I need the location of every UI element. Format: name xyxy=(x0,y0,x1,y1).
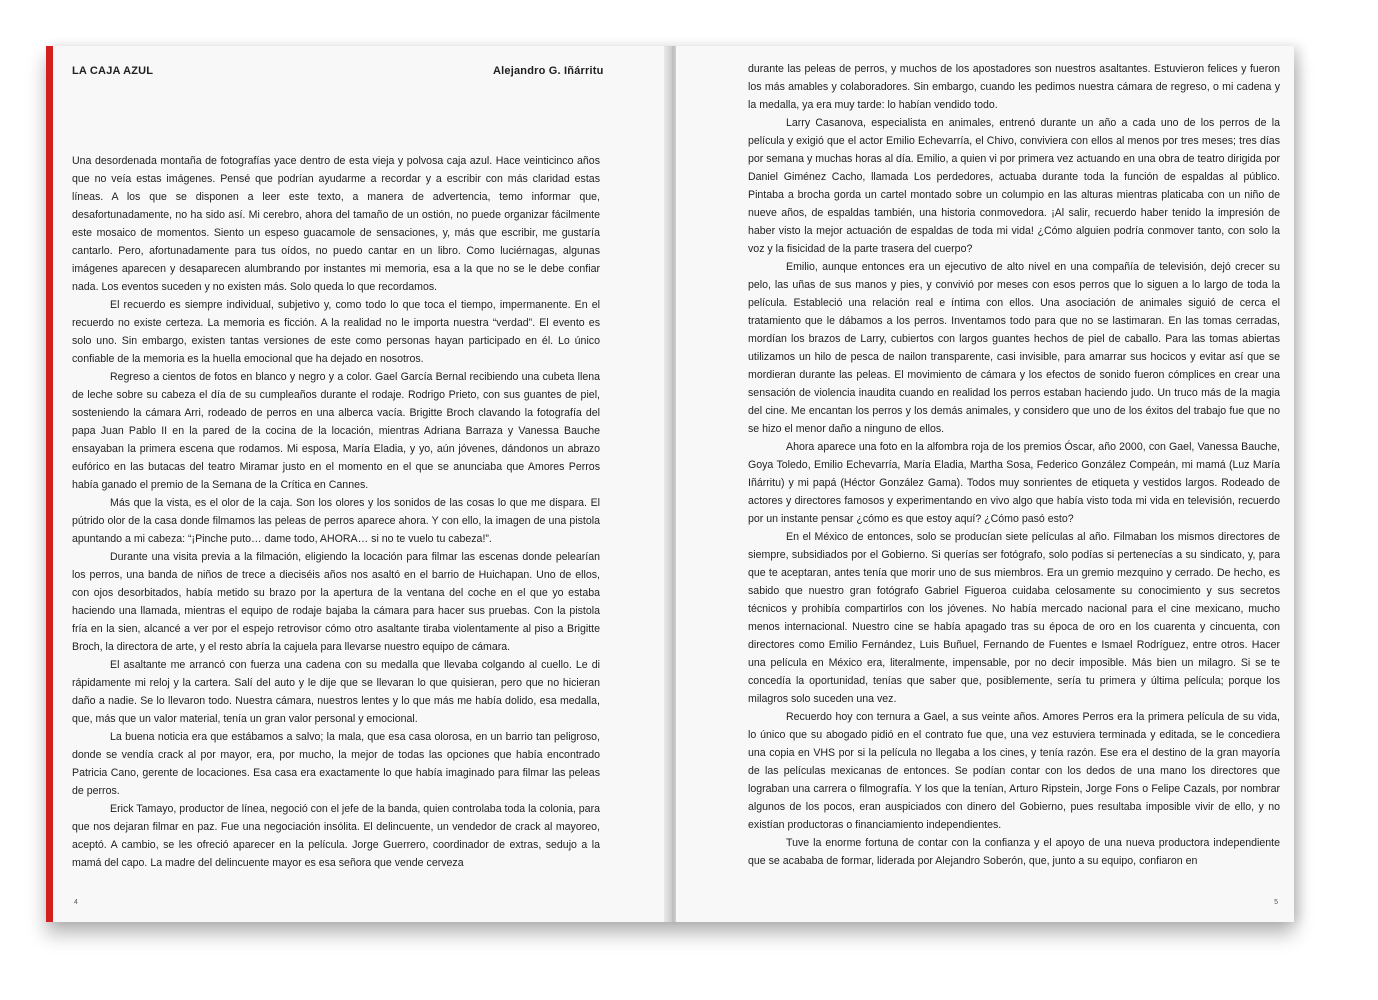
right-page-text xyxy=(748,60,1280,870)
paragraph: Ahora aparece una foto en la alfombra roja de los premios Óscar, año 2000, con Gael, Vanessa Bauche, Goya Toledo, Emilio Echevarría, María Eladia, Martha Sosa, Federico González Compeán, mi mamá (Luz María Iñárritu) y mi papá (Héctor González Gama). Todos muy sonrientes de etiqueta y vestidos largos. Rodeado de actores y directores famosos y experimentando en vivo algo que había visto toda mi vida en televisión, recuerdo por un instante pensar ¿cómo es que estoy aquí? ¿Cómo pasó esto? xyxy=(748,441,1280,525)
paragraph: Larry Casanova, especialista en animales, entrenó durante un año a cada uno de los perros de la película y exigió que el actor Emilio Echevarría, el Chivo, conviviera con ellos al menos por tres meses; tres días por semana y muchas horas al día. Emilio, a quien vi por primera vez actuando en una obra de teatro dirigida por Daniel Giménez Cacho, llamada Los perdedores, actuaba durante toda la función de espaldas al público. Pintaba a brocha gorda un cartel montado sobre un columpio en las alturas mientras platicaba con un niño de nueve años, de espaldas también, una historia conmovedora. ¡Al salir, recuerdo haber tenido la impresión de haber visto la mejor actuación de espaldas de toda mi vida! ¿Cómo alguien podría conmover tanto, con solo la voz y la fisicidad de la parte trasera del cuerpo? xyxy=(748,117,1280,255)
running-head-author: Alejandro G. Iñárritu xyxy=(493,65,604,77)
paragraph: Erick Tamayo, productor de línea, negoció con el jefe de la banda, quien controlaba toda la colonia, para que nos dejaran filmar en paz. Fue una negociación insólita. El delincuente, un vendedor de crack al mayoreo, aceptó. A cambio, se les ofreció aparecer en la película. Jorge Guerrero, coordinador de extras, sedujo a la mamá del capo. La madre del delincuente mayor es esa señora que vende cerveza xyxy=(72,803,600,869)
left-page xyxy=(46,46,670,922)
paragraph: Una desordenada montaña de fotografías yace dentro de esta vieja y polvosa caja azul. Hace veinticinco años que no veía estas imágenes. Pensé que podrían ayudarme a recordar y a escribir con más claridad estas líneas. A los que se disponen a leer este texto, a manera de advertencia, temo informar que, desafortunadamente, no ha sido así. Mi cerebro, ahora del tamaño de un ostión, no puede organizar fácilmente este mosaico de momentos. Siento un espeso guacamole de sensaciones, y, más que escribir, me gustaría cantarlo. Pero, afortunadamente para tus oídos, no puedo cantar en un libro. Como luciérnagas, algunas imágenes aparecen y desaparecen alumbrando por instantes mi memoria, esa a la que no se le debe confiar nada. Los eventos suceden y no existen más. Solo queda lo que recordamos. xyxy=(72,155,600,293)
red-page-edge xyxy=(46,46,53,922)
paragraph: durante las peleas de perros, y muchos de los apostadores son nuestros asaltantes. Estuvieron felices y fueron los más amables y colaboradores. Sin embargo, cuando les pedimos nuestra cámara de regreso, o mi cadena y la medalla, ya era muy tarde: lo habían vendido todo. xyxy=(748,63,1280,111)
right-page xyxy=(676,46,1294,922)
paragraph: Durante una visita previa a la filmación, eligiendo la locación para filmar las escenas donde pelearían los perros, una banda de niños de trece a dieciséis años nos asaltó en el barrio de Huichapan. Uno de ellos, con ojos desorbitados, había metido su brazo por la apertura de la ventana del coche en el que yo estaba haciendo una llamada, mientras el equipo de rodaje bajaba la cámara para hacer sus pruebas. Con la pistola fría en la sien, alcancé a ver por el espejo retrovisor cómo otro asaltante tiraba violentamente al piso a Brigitte Broch, la directora de arte, y el resto abría la cajuela para llevarse nuestro equipo de cámara. xyxy=(72,551,600,653)
paragraph: Emilio, aunque entonces era un ejecutivo de alto nivel en una compañía de televisión, dejó crecer su pelo, las uñas de sus manos y pies, y convivió por meses con esos perros que lo siguen a lo largo de toda la película. Estableció una relación real e íntima con ellos. Una asociación de animales siguió de cerca el tratamiento que le dábamos a los perros. Inventamos todo para que no se lastimaran. En las tomas cerradas, mordían los brazos de Larry, cubiertos con largos guantes hechos de piel de caballo. Para las tomas abiertas utilizamos un hilo de pesca de nailon transparente, casi invisible, para amarrar sus hocicos y evitar así que se mordieran durante las peleas. El movimiento de cámara y los efectos de sonido fueron cómplices en crear una sensación de violencia inaudita cuando en realidad los perros estaban haciendo judo. Un truco más de la magia del cine. Me encantan los perros y los demás animales, y considero que uno de los éxitos del trabajo fue que no se hizo el menor daño a ninguno de ellos. xyxy=(748,261,1280,435)
paragraph: Tuve la enorme fortuna de contar con la confianza y el apoyo de una nueva productora independiente que se acababa de formar, liderada por Alejandro Soberón, que, junto a su equipo, confiaron en xyxy=(748,837,1280,867)
page-number-right: 5 xyxy=(1274,899,1278,906)
paragraph: Regreso a cientos de fotos en blanco y negro y a color. Gael García Bernal recibiendo una cubeta llena de leche sobre su cabeza el día de su cumpleaños durante el rodaje. Rodrigo Prieto, con sus guantes de piel, sosteniendo la cámara Arri, rodeado de perros en una alberca vacía. Brigitte Broch clavando la fotografía del papa Juan Pablo II en la pared de la cocina de la locación, mientras Adriana Barraza y Vanessa Bauche ensayaban la primera escena que rodamos. Mi esposa, María Eladia, y yo, aún jóvenes, dándonos un abrazo eufórico en las butacas del teatro Miramar justo en el momento en el que se anunciaba que Amores Perros había ganado el premio de la Semana de la Crítica en Cannes. xyxy=(72,371,600,491)
paragraph: Recuerdo hoy con ternura a Gael, a sus veinte años. Amores Perros era la primera película de su vida, lo único que su abogado pidió en el contrato fue que, una vez estuviera terminada y editada, se le concediera una copia en VHS por si la película no llegaba a los cines, y tenía razón. Ese era el destino de la gran mayoría de las películas mexicanas de entonces. Se podían contar con los dedos de una mano los directores que lograban una carrera o filmografía. Y los que la tenían, Arturo Ripstein, Jorge Fons o Felipe Cazals, por nombrar algunos de los pocos, eran auspiciados con dinero del Gobierno, pues resultaba imposible vivir de ello, y no existían productoras o financiamiento independientes. xyxy=(748,711,1280,831)
page-number-left: 4 xyxy=(74,899,78,906)
running-head-title: LA CAJA AZUL xyxy=(72,65,154,77)
book-spread xyxy=(46,46,1294,922)
paragraph: En el México de entonces, solo se producían siete películas al año. Filmaban los mismos directores de siempre, subsidiados por el Gobierno. Si querías ser fotógrafo, solo podías si pertenecías a su sindicato, y, para que te aceptaran, antes tenía que morir uno de sus miembros. Era un gremio mezquino y cerrado. De hecho, es sabido que nuestro gran fotógrafo Gabriel Figueroa cuidaba celosamente su conocimiento y sus secretos técnicos y prohibía compartirlos con los jóvenes. No había mercado nacional para el cine mexicano, mucho menos internacional. Nuestro cine se había apagado tras su época de oro en los cuarenta y cincuenta, con directores como Emilio Fernández, Luis Buñuel, Fernando de Fuentes e Ismael Rodríguez, entre otros. Hacer una película en México era, literalmente, impensable, por no decir imposible. Más bien un milagro. Si se te concedía la oportunidad, tenías que saber que, posiblemente, sería tu primera y última película; porque los milagros solo suceden una vez. xyxy=(748,531,1280,705)
left-page-text xyxy=(72,152,600,872)
paragraph: El asaltante me arrancó con fuerza una cadena con su medalla que llevaba colgando al cuello. Le di rápidamente mi reloj y la cartera. Salí del auto y le dije que se llevaran lo que quisieran, pero que no hicieran daño a nadie. Se lo llevaron todo. Nuestra cámara, nuestros lentes y lo que más me había dolido, esa medalla, que, más que un valor material, tenía un gran valor personal y emocional. xyxy=(72,659,600,725)
paragraph: Más que la vista, es el olor de la caja. Son los olores y los sonidos de las cosas lo que me dispara. El pútrido olor de la casa donde filmamos las peleas de perros aparece ahora. Y con ello, la imagen de una pistola apuntando a mi cabeza: “¡Pinche puto… dame todo, AHORA… si no te vuelo tu cabeza!”. xyxy=(72,497,600,545)
paragraph: La buena noticia era que estábamos a salvo; la mala, que esa casa olorosa, en un barrio tan peligroso, donde se vendía crack al por mayor, era, por mucho, la mejor de todas las opciones que había encontrado Patricia Cano, gerente de locaciones. Esa casa era exactamente lo que había imaginado para filmar las peleas de perros. xyxy=(72,731,600,797)
paragraph: El recuerdo es siempre individual, subjetivo y, como todo lo que toca el tiempo, impermanente. En el recuerdo no existe certeza. La memoria es ficción. A la realidad no le importa nuestra “verdad”. El evento es solo uno. Sin embargo, existen tantas versiones de este como personas hayan participado en él. Lo único confiable de la memoria es la huella emocional que ha dejado en nosotros. xyxy=(72,299,600,365)
